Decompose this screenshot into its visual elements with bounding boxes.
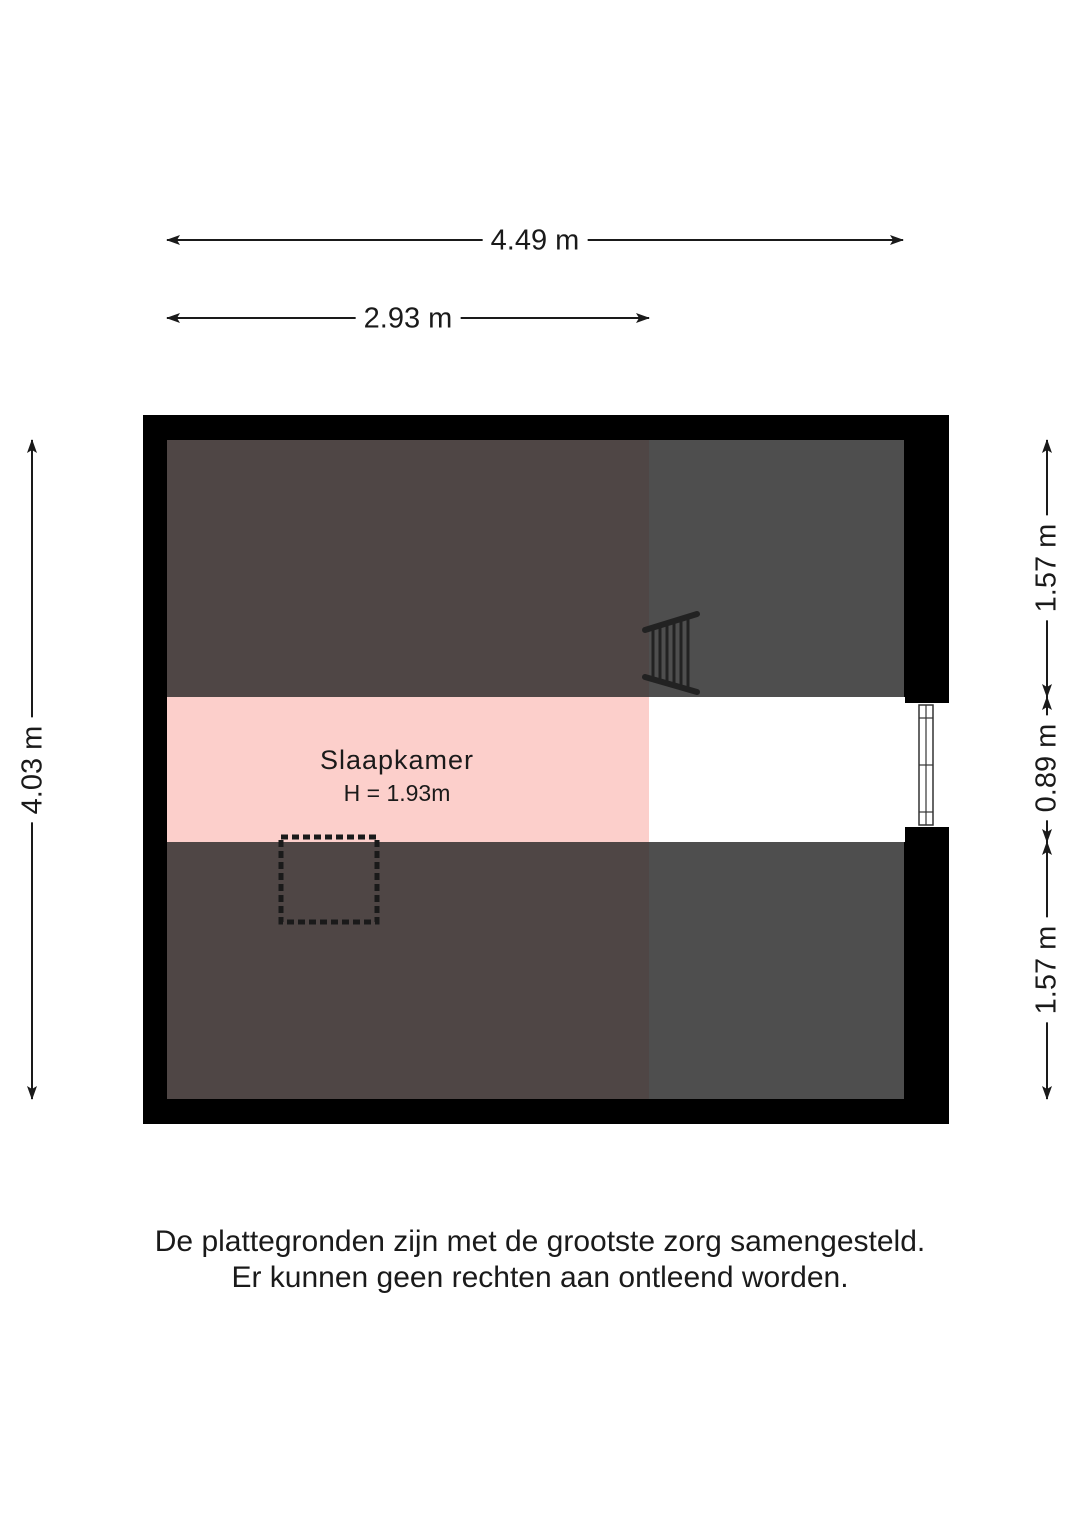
disclaimer-line-1: De plattegronden zijn met de grootste zorg samengesteld. [154,1225,926,1258]
room-name: Slaapkamer [319,745,475,775]
dim-label-total-width: 4.49 m [483,227,588,256]
dim-label-right-middle: 0.89 m [1033,716,1062,821]
dim-label-total-height: 4.03 m [19,718,48,823]
room-height: H = 1.93m [343,780,451,806]
window [904,703,950,827]
room-floor-white [649,697,905,842]
dim-label-right-bottom: 1.57 m [1033,918,1062,1023]
low-ceiling-zone-left-top [167,440,649,697]
disclaimer [0,1224,1080,1296]
disclaimer-line-2: Er kunnen geen rechten aan ontleend worden. [231,1261,849,1294]
dim-label-right-top: 1.57 m [1033,516,1062,621]
low-ceiling-zone-left-bottom [167,842,649,1099]
low-ceiling-zone-right-bottom [649,842,904,1099]
dim-label-partial-width: 2.93 m [356,305,461,334]
